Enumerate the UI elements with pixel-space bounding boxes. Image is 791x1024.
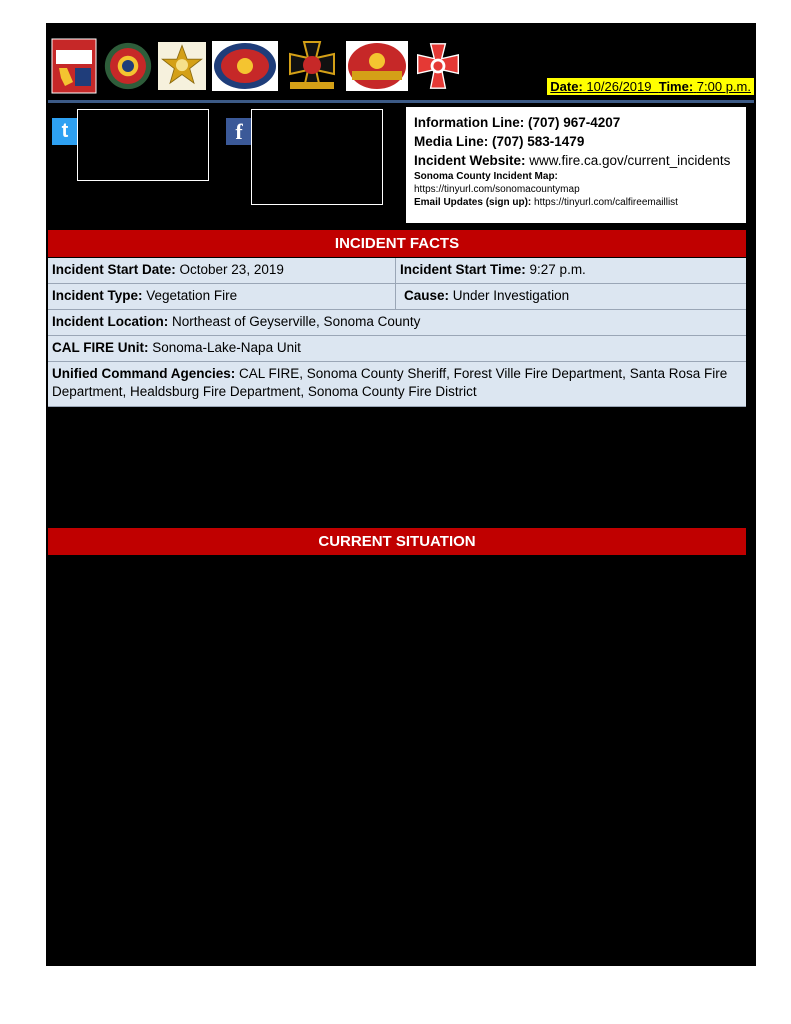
maltese-cross-icon [284, 38, 340, 94]
start-date-value: October 23, 2019 [175, 262, 284, 277]
cal-fire-unit-value: Sonoma-Lake-Napa Unit [148, 340, 301, 355]
report-date-time [547, 78, 754, 95]
incident-facts-heading: INCIDENT FACTS [48, 230, 746, 257]
unified-command-label: Unified Command Agencies: [52, 366, 236, 381]
cal-fire-unit-label: CAL FIRE Unit: [52, 340, 149, 355]
date-label: Date: [550, 79, 583, 94]
table-row [48, 362, 746, 407]
fire-dept-patch-icon [346, 38, 408, 94]
cal-fire-unit-cell [48, 336, 746, 361]
incident-type-value: Vegetation Fire [142, 288, 238, 303]
contact-info-panel [406, 107, 746, 223]
incident-map-link-row [414, 183, 746, 196]
facebook-embed-box[interactable] [251, 109, 383, 205]
information-line: Information Line: (707) 967-4207 [414, 115, 621, 130]
time-value: 7:00 p.m. [696, 79, 751, 94]
incident-type-label: Incident Type: [52, 288, 143, 303]
table-row [48, 336, 746, 362]
unified-command-cell [48, 362, 746, 406]
cause-label: Cause: [404, 288, 450, 303]
email-updates-link[interactable]: https://tinyurl.com/calfireemaillist [531, 197, 678, 208]
incident-map-label: Sonoma County Incident Map: [414, 171, 558, 182]
email-updates-label: Email Updates (sign up): [414, 197, 532, 208]
start-time-label: Incident Start Time: [400, 262, 526, 277]
start-date-label: Incident Start Date: [52, 262, 176, 277]
incident-type-cell [48, 284, 396, 309]
media-line: Media Line: (707) 583-1479 [414, 134, 585, 149]
current-situation-heading: CURRENT SITUATION [48, 528, 746, 555]
incident-location-value: Northeast of Geyserville, Sonoma County [168, 314, 421, 329]
twitter-embed-box[interactable] [77, 109, 209, 181]
incident-location-label: Incident Location: [52, 314, 169, 329]
header-divider [48, 100, 754, 103]
table-row [48, 310, 746, 336]
unified-command-value: CAL FIRE, Sonoma County Sheriff, Forest Ville Fire Department, Santa Rosa Fire Department, Healdsburg Fire Department, Sonoma County Fire District [52, 366, 728, 399]
cause-cell [396, 284, 746, 309]
sheriff-star-icon [158, 38, 206, 94]
incident-map-link[interactable]: https://tinyurl.com/sonomacountymap [414, 184, 580, 195]
red-maltese-cross-icon [414, 38, 462, 94]
date-value: 10/26/2019 [586, 79, 652, 94]
fire-patch-icon [212, 38, 278, 94]
time-label: Time: [658, 79, 694, 94]
incident-location-cell [48, 310, 746, 335]
email-updates [414, 196, 746, 209]
incident-facts-table [48, 258, 746, 407]
cause-value: Under Investigation [449, 288, 570, 303]
website-link[interactable]: www.fire.ca.gov/current_incidents [525, 153, 731, 168]
start-time-value: 9:27 p.m. [525, 262, 586, 277]
facebook-icon[interactable]: f [226, 118, 252, 145]
fire-badge-icon [104, 38, 152, 94]
table-row [48, 284, 746, 310]
agency-logos [50, 37, 462, 95]
website-label: Incident Website: [414, 153, 526, 168]
twitter-icon[interactable]: t [52, 118, 78, 145]
cal-fire-seal-icon [50, 38, 98, 94]
incident-website [414, 151, 746, 170]
table-row [48, 258, 746, 284]
start-date-cell [48, 258, 396, 283]
start-time-cell [396, 258, 746, 283]
incident-page [46, 23, 756, 966]
